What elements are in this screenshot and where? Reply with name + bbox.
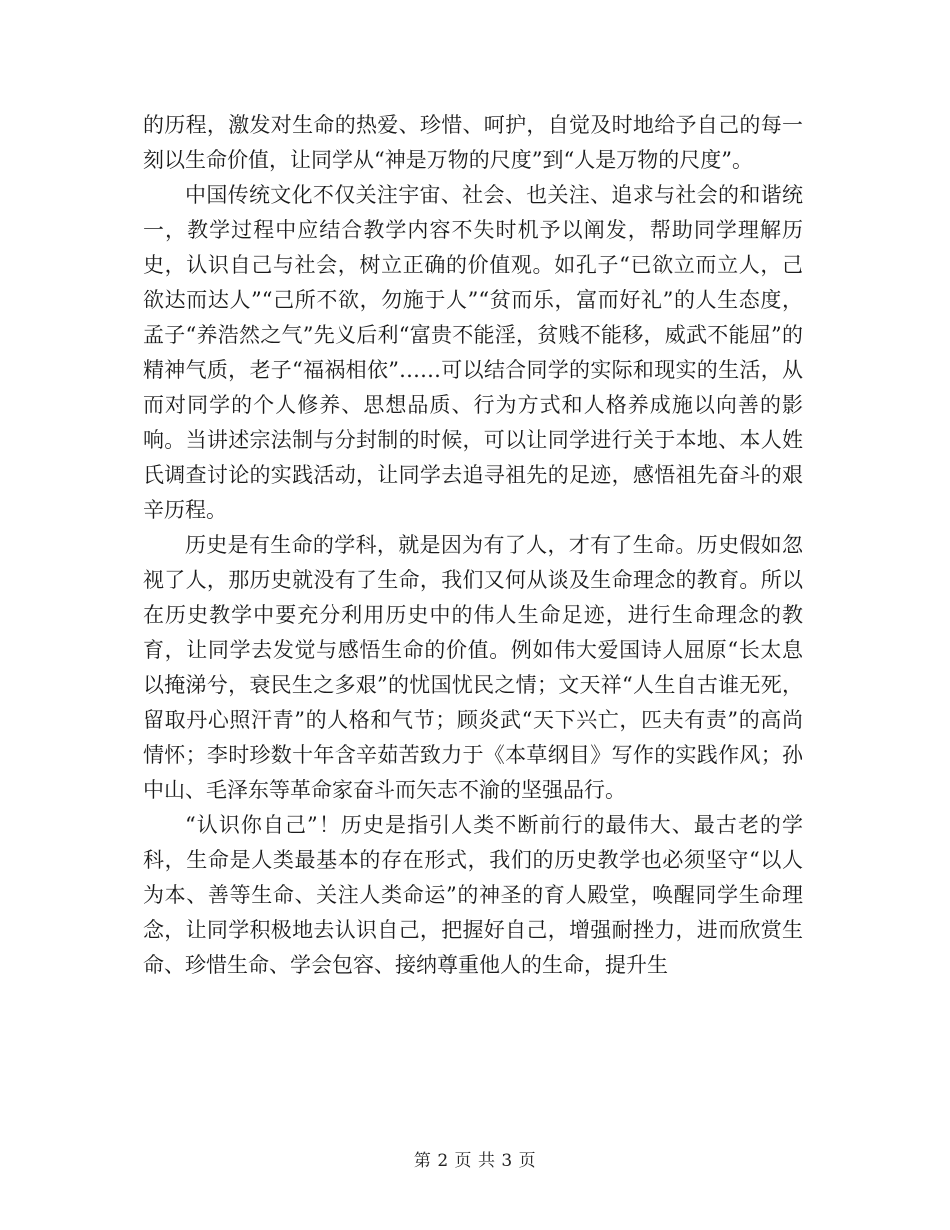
paragraph-3: 历史是有生命的学科，就是因为有了人，才有了生命。历史假如忽视了人，那历史就没有了生命，我们又何从谈及生命理念的教育。所以在历史教学中要充分利用历史中的伟人生命足迹，进行生命理念的教育，让同学去发觉与感悟生命的价值。例如伟大爱国诗人屈原“长太息以掩涕兮，衰民生之多艰”的忧国忧民之情；文天祥“人生自古谁无死，留取丹心照汗青”的人格和气节；顾炎武“天下兴亡，匹夫有责”的高尚情怀；李时珍数十年含辛茹苦致力于《本草纲目》写作的实践作风；孙中山、毛泽东等革命家奋斗而矢志不渝的坚强品行。 [143, 533, 803, 802]
body-text [143, 108, 803, 983]
page-footer: 第 2 页 共 3 页 [413, 1151, 537, 1171]
paragraph-2: 中国传统文化不仅关注宇宙、社会、也关注、追求与社会的和谐统一，教学过程中应结合教学内容不失时机予以阐发，帮助同学理解历史，认识自己与社会，树立正确的价值观。如孔子“已欲立而立人，己欲达而达人”“己所不欲，勿施于人”“贫而乐，富而好礼”的人生态度，孟子“养浩然之气”先义后利“富贵不能淫，贫贱不能移，威武不能屈”的精神气质，老子“福祸相依”……可以结合同学的实际和现实的生活，从而对同学的个人修养、思想品质、行为方式和人格养成施以向善的影响。当讲述宗法制与分封制的时候，可以让同学进行关于本地、本人姓氏调查讨论的实践活动，让同学去追寻祖先的足迹，感悟祖先奋斗的艰辛历程。 [143, 183, 803, 522]
paragraph-4: “认识你自己”！历史是指引人类不断前行的最伟大、最古老的学科，生命是人类最基本的存在形式，我们的历史教学也必须坚守“以人为本、善等生命、关注人类命运”的神圣的育人殿堂，唤醒同学生命理念，让同学积极地去认识自己，把握好自己，增强耐挫力，进而欣赏生命、珍惜生命、学会包容、接纳尊重他人的生命，提升生 [143, 813, 803, 977]
paragraph-1: 的历程，激发对生命的热爱、珍惜、呵护，自觉及时地给予自己的每一刻以生命价值，让同学从“神是万物的尺度”到“人是万物的尺度”。 [143, 113, 803, 172]
